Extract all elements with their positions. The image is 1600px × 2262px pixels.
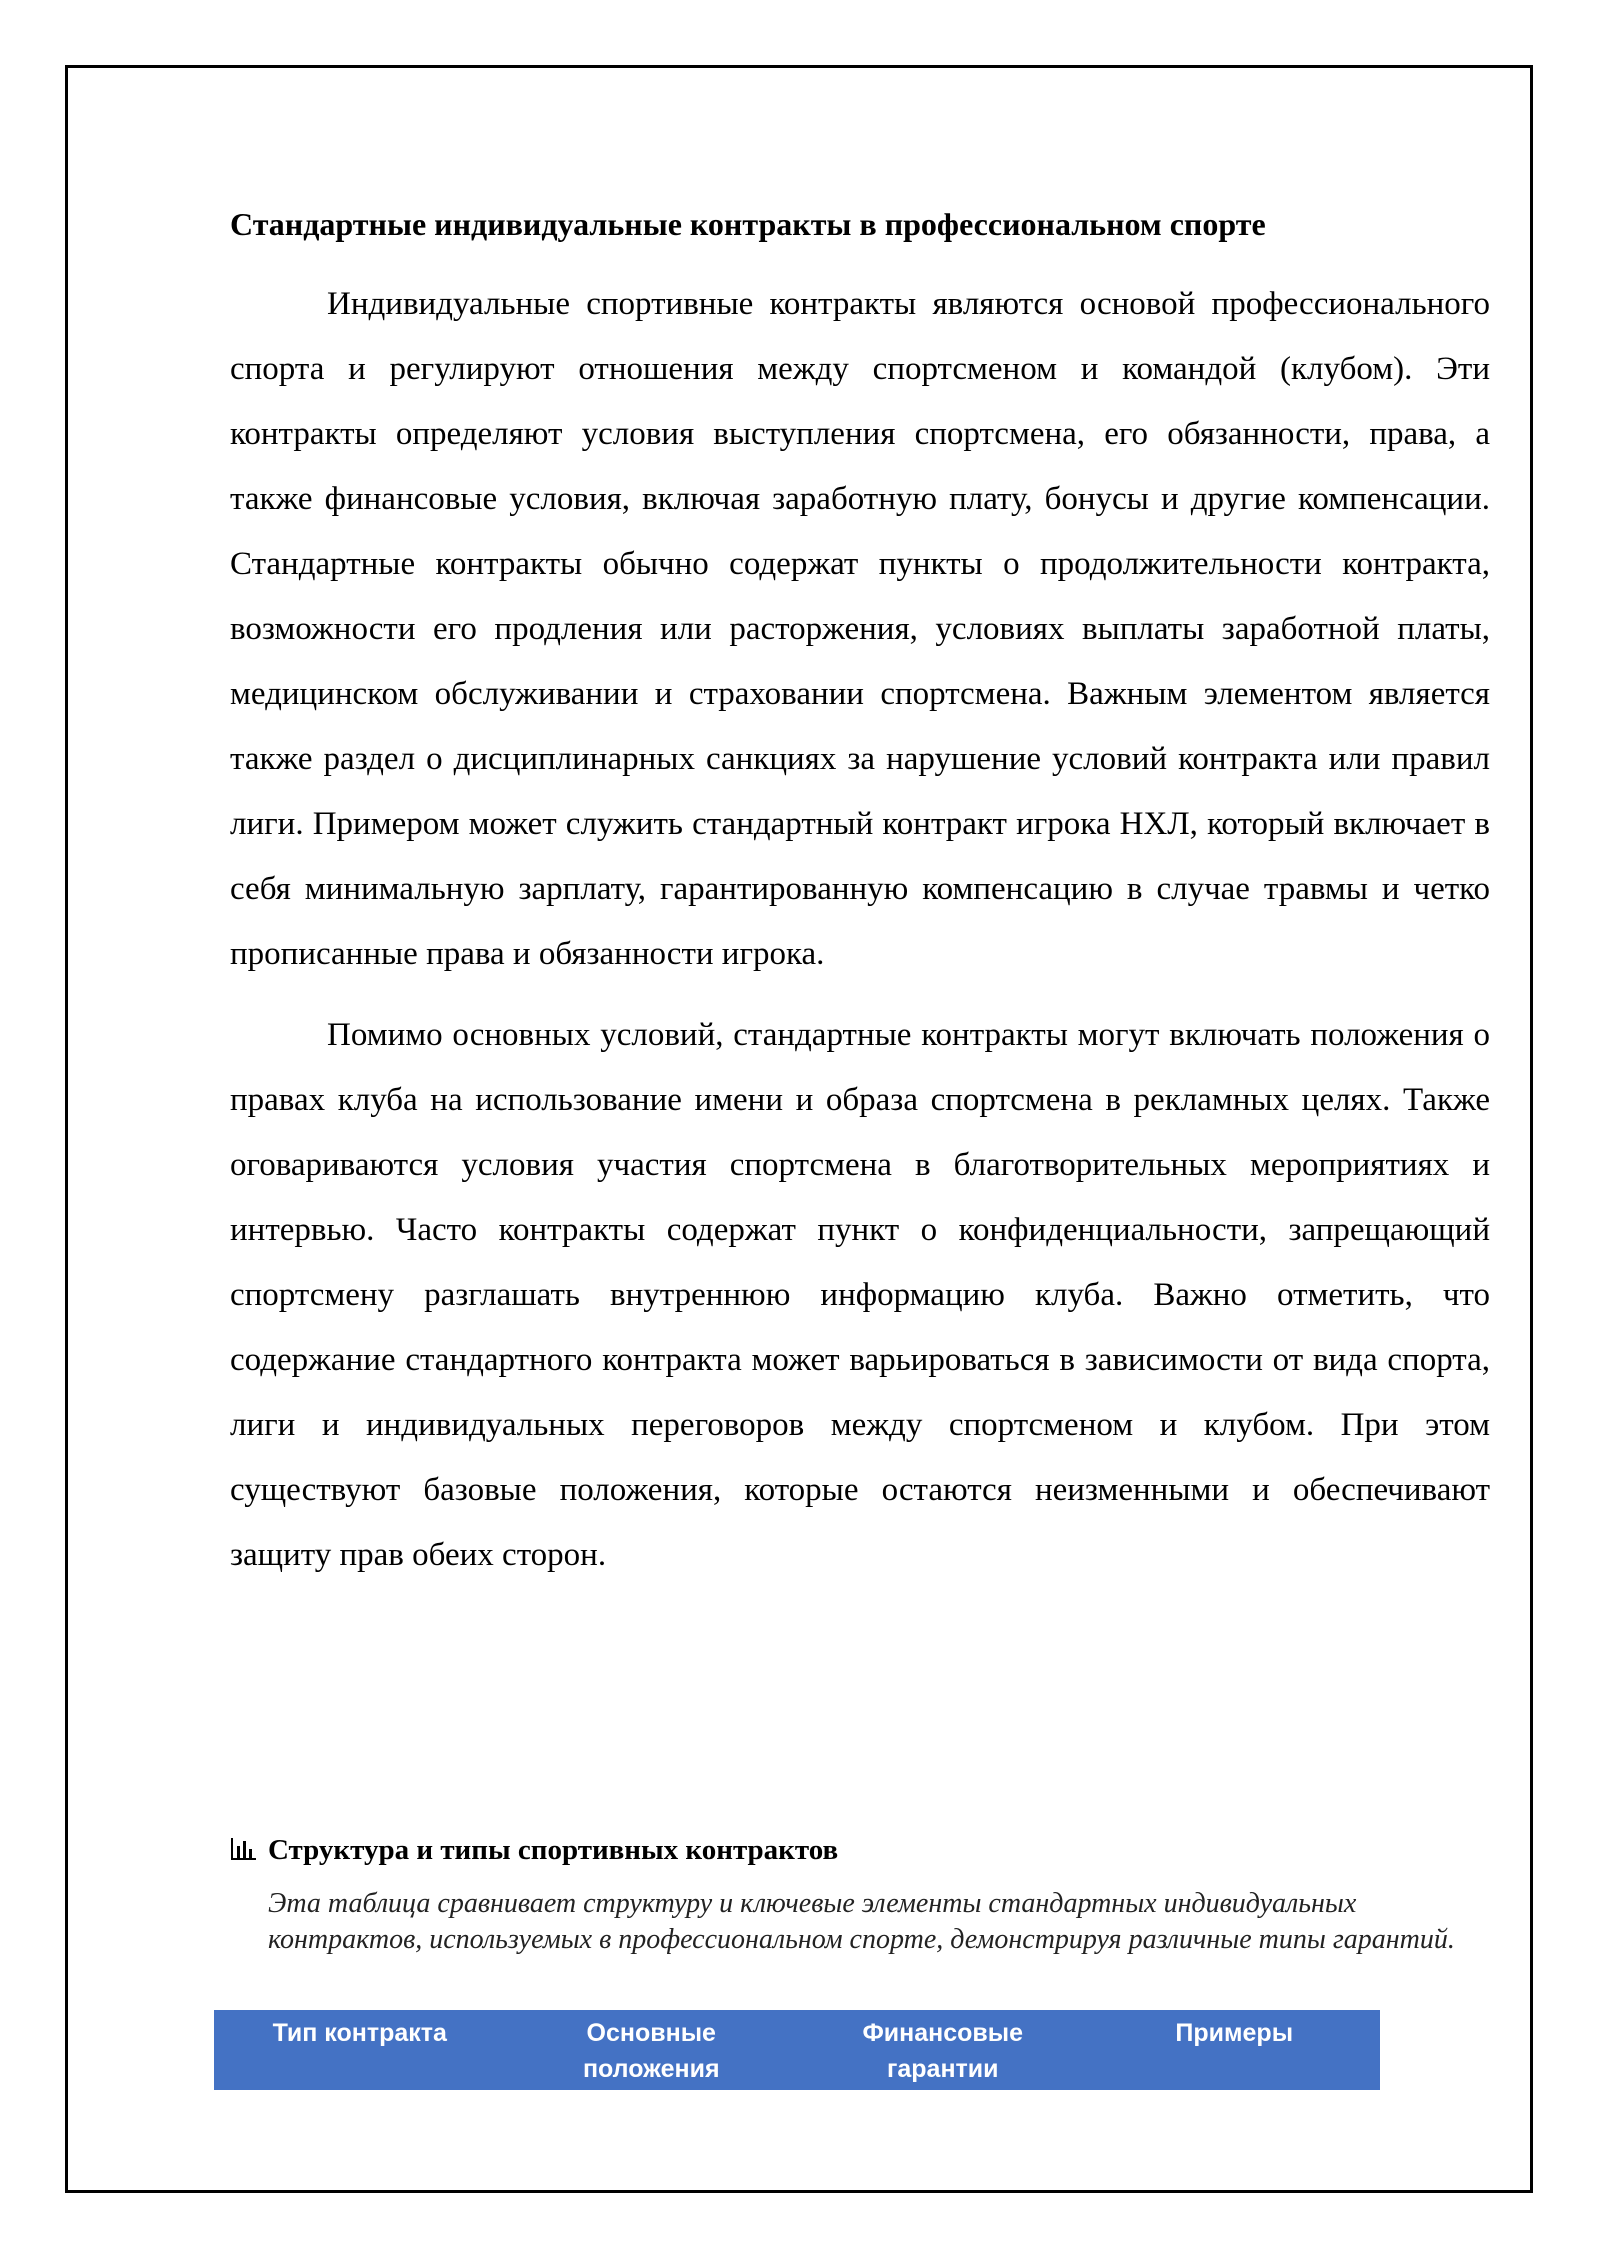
table-header-row bbox=[214, 2010, 1380, 2090]
table-header-financial-guarantees: Финансовые гарантии bbox=[862, 2019, 1024, 2083]
table-caption-text: Структура и типы спортивных контрактов bbox=[268, 1834, 839, 1866]
paragraph-2: Помимо основных условий, стандартные контракты могут включать положения о правах клуба на использование имени и образа спортсмена в рекламных целях. Также оговариваются условия участия спортсмена в благотворительных мероприятиях и интервью. Часто контракты содержат пункт о конфиденциальности, запрещающий спортсмену разглашать внутреннюю информацию клуба. Важно отметить, что содержание стандартного контракта может варьироваться в зависимости от вида спорта, лиги и индивидуальных переговоров между спортсменом и клубом. При этом существуют базовые положения, которые остаются неизменными и обеспечивают защиту прав обеих сторон. bbox=[230, 1017, 1490, 1573]
document-title: Стандартные индивидуальные контракты в профессиональном спорте bbox=[230, 206, 1266, 242]
bar-chart-icon bbox=[230, 1838, 256, 1860]
table-header-contract-type: Тип контракта bbox=[272, 2019, 447, 2047]
paragraph-1: Индивидуальные спортивные контракты являются основой профессионального спорта и регулируют отношения между спортсменом и командой (клубом). Эти контракты определяют условия выступления спортсмена, его обязанности, права, а также финансовые условия, включая заработную плату, бонусы и другие компенсации. Стандартные контракты обычно содержат пункты о продолжительности контракта, возможности его продления или расторжения, условиях выплаты заработной платы, медицинском обслуживании и страховании спортсмена. Важным элементом является также раздел о дисциплинарных санкциях за нарушение условий контракта или правил лиги. Примером может служить стандартный контракт игрока НХЛ, который включает в себя минимальную зарплату, гарантированную компенсацию в случае травмы и четко прописанные права и обязанности игрока. bbox=[230, 286, 1490, 972]
table-header-main-provisions: Основные положения bbox=[582, 2019, 720, 2083]
table-caption bbox=[230, 1830, 1530, 1870]
document-body bbox=[230, 200, 1490, 1604]
table-header-examples: Примеры bbox=[1175, 2019, 1294, 2047]
table-description: Эта таблица сравнивает структуру и ключевые элементы стандартных индивидуальных контрактов, используемых в профессиональном спорте, демонстрируя различные типы гарантий. bbox=[268, 1888, 1455, 1955]
